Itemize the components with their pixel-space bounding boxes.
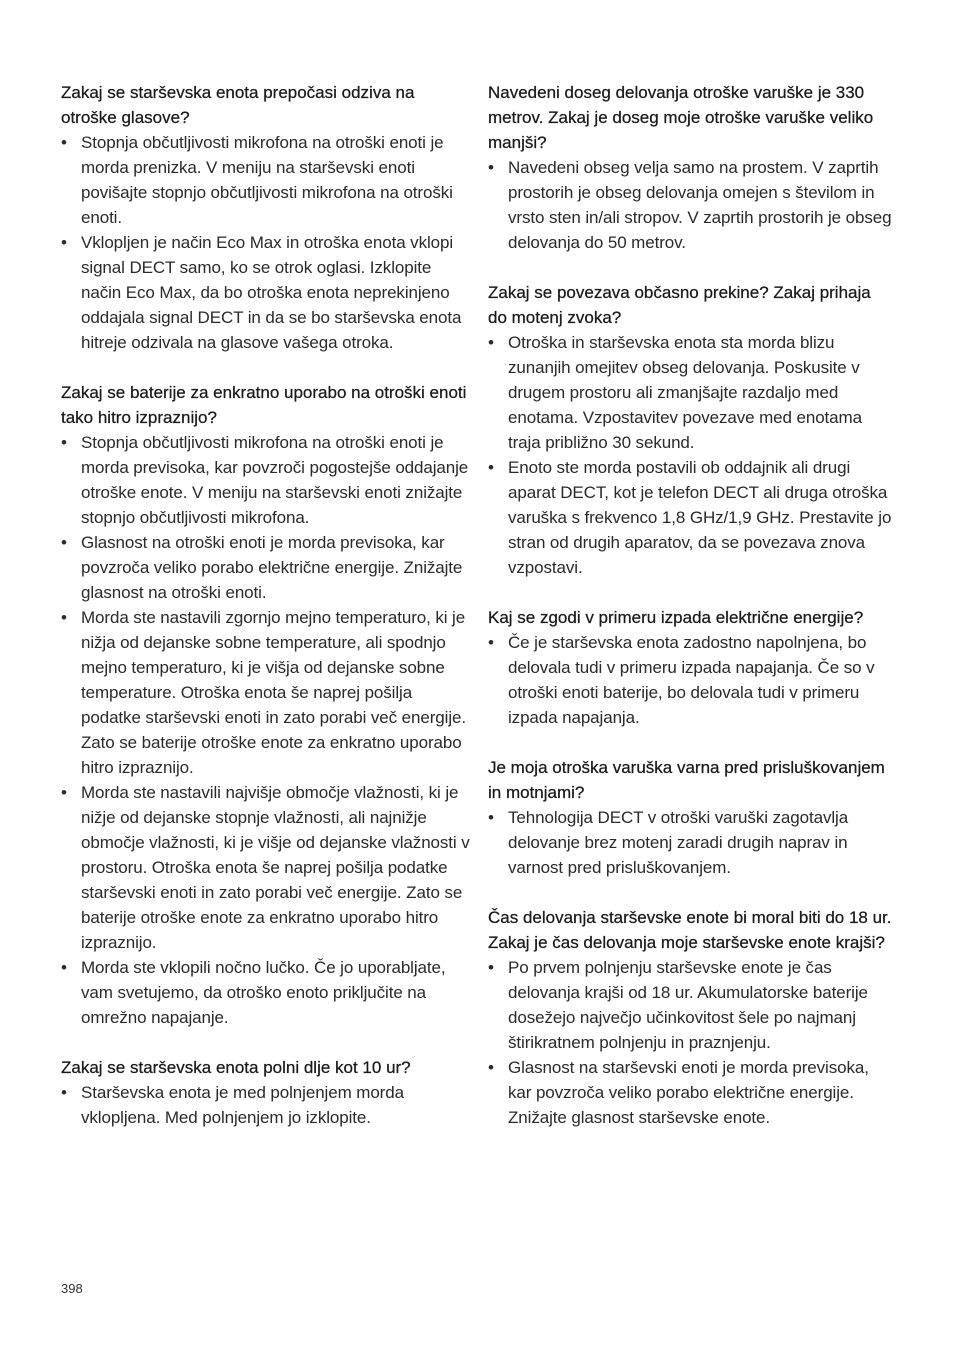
faq-answer-item (61, 530, 471, 605)
faq-answer-text: Otroška in starševska enota sta morda blizu zunanjih omejitev obseg delovanja. Poskusite v drugem prostoru ali zmanjšajte razdaljo med enotama. Vzpostavitev povezave med enotama traja približno 30 sekund. (508, 333, 862, 452)
bullet-icon: • (61, 1083, 67, 1102)
faq-answer-text: Morda ste vklopili nočno lučko. Če jo uporabljate, vam svetujemo, da otroško enoto priključite na omrežno napajanje. (81, 958, 446, 1027)
faq-section (488, 605, 894, 730)
faq-answer-item (488, 955, 894, 1055)
bullet-icon: • (61, 433, 67, 452)
faq-answer-item (61, 430, 471, 530)
bullet-icon: • (61, 608, 67, 627)
faq-answer-text: Starševska enota je med polnjenjem morda vklopljena. Med polnjenjem jo izklopite. (81, 1083, 404, 1127)
faq-answer-text: Morda ste nastavili najvišje območje vlažnosti, ki je nižje od dejanske stopnje vlažnosti, ali najnižje območje vlažnosti, ki je višje od dejanske vlažnosti v prostoru. Otroška enota še naprej pošilja podatke starševski enoti in zato porabi več energije. Zato se baterije otroške enote za enkratno uporabo hitro izpraznijo. (81, 783, 470, 952)
faq-question: Je moja otroška varuška varna pred prisluškovanjem in motnjami? (488, 758, 885, 802)
faq-answer-text: Vklopljen je način Eco Max in otroška enota vklopi signal DECT samo, ko se otrok oglasi. Izklopite način Eco Max, da bo otroška enota neprekinjeno oddajala signal DECT in da se bo starševska enota hitreje odzivala na glasove vašega otroka. (81, 233, 462, 352)
faq-answer-text: Enoto ste morda postavili ob oddajnik ali drugi aparat DECT, kot je telefon DECT ali druga otroška varuška s frekvenco 1,8 GHz/1,9 GHz. Prestavite jo stran od drugih aparatov, da se povezava znova vzpostavi. (508, 458, 892, 577)
faq-answer-item (488, 630, 894, 730)
bullet-icon: • (61, 783, 67, 802)
faq-answer-item (61, 955, 471, 1030)
faq-answer-text: Po prvem polnjenju starševske enote je čas delovanja krajši od 18 ur. Akumulatorske baterije dosežejo največjo učinkovitost šele po najmanj štirikratnem polnjenju in praznjenju. (508, 958, 868, 1052)
faq-question: Zakaj se starševska enota polni dlje kot 10 ur? (61, 1058, 411, 1077)
faq-answer-item (61, 1080, 471, 1130)
faq-section (488, 280, 894, 580)
faq-answer-list (488, 155, 894, 255)
faq-answer-list (61, 130, 471, 355)
faq-answer-text: Tehnologija DECT v otroški varuški zagotavlja delovanje brez motenj zaradi drugih naprav in varnost pred prisluškovanjem. (508, 808, 849, 877)
faq-question: Navedeni doseg delovanja otroške varuške je 330 metrov. Zakaj je doseg moje otroške varuške veliko manjši? (488, 83, 874, 152)
faq-answer-item (488, 330, 894, 455)
faq-answer-text: Morda ste nastavili zgornjo mejno temperaturo, ki je nižja od dejanske sobne temperature, ali spodnjo mejno temperaturo, ki je višja od dejanske sobne temperature. Otroška enota še naprej pošilja podatke starševski enoti in zato porabi več energije. Zato se baterije otroške enote za enkratno uporabo hitro izpraznijo. (81, 608, 466, 777)
faq-section (488, 905, 894, 1130)
faq-answer-item (488, 455, 894, 580)
bullet-icon: • (488, 958, 494, 977)
left-column (61, 80, 471, 1155)
right-column (488, 80, 894, 1155)
bullet-icon: • (61, 233, 67, 252)
faq-answer-text: Glasnost na otroški enoti je morda previsoka, kar povzroča veliko porabo električne energije. Znižajte glasnost na otroški enoti. (81, 533, 463, 602)
faq-section (488, 755, 894, 880)
bullet-icon: • (488, 333, 494, 352)
faq-answer-text: Stopnja občutljivosti mikrofona na otroški enoti je morda prenizka. V meniju na starševski enoti povišajte stopnjo občutljivosti mikrofona na otroški enoti. (81, 133, 453, 227)
faq-question: Zakaj se povezava občasno prekine? Zakaj prihaja do motenj zvoka? (488, 283, 871, 327)
bullet-icon: • (488, 633, 494, 652)
faq-question: Zakaj se starševska enota prepočasi odziva na otroške glasove? (61, 83, 415, 127)
faq-question: Kaj se zgodi v primeru izpada električne energije? (488, 608, 864, 627)
faq-answer-list (488, 955, 894, 1130)
faq-answer-list (61, 1080, 471, 1130)
bullet-icon: • (61, 133, 67, 152)
faq-answer-text: Navedeni obseg velja samo na prostem. V zaprtih prostorih je obseg delovanja omejen s številom in vrsto sten in/ali stropov. V zaprtih prostorih je obseg delovanja do 50 metrov. (508, 158, 892, 252)
faq-answer-item (61, 130, 471, 230)
faq-answer-text: Če je starševska enota zadostno napolnjena, bo delovala tudi v primeru izpada napajanja. Če so v otroški enoti baterije, bo delovala tudi v primeru izpada napajanja. (508, 633, 875, 727)
faq-section (61, 380, 471, 1030)
faq-answer-list (488, 630, 894, 730)
faq-answer-item (61, 605, 471, 780)
bullet-icon: • (61, 533, 67, 552)
faq-answer-item (488, 155, 894, 255)
bullet-icon: • (488, 1058, 494, 1077)
bullet-icon: • (488, 808, 494, 827)
faq-answer-item (61, 230, 471, 355)
bullet-icon: • (488, 458, 494, 477)
faq-answer-text: Glasnost na starševski enoti je morda previsoka, kar povzroča veliko porabo električne energije. Znižajte glasnost starševske enote. (508, 1058, 869, 1127)
faq-answer-item (488, 805, 894, 880)
faq-section (61, 1055, 471, 1130)
faq-question: Čas delovanja starševske enote bi moral biti do 18 ur. Zakaj je čas delovanja moje starševske enote krajši? (488, 908, 892, 952)
faq-answer-list (488, 330, 894, 580)
faq-answer-item (488, 1055, 894, 1130)
faq-answer-list (61, 430, 471, 1030)
bullet-icon: • (61, 958, 67, 977)
faq-question: Zakaj se baterije za enkratno uporabo na otroški enoti tako hitro izpraznijo? (61, 383, 467, 427)
faq-answer-item (61, 780, 471, 955)
faq-section (61, 80, 471, 355)
faq-answer-text: Stopnja občutljivosti mikrofona na otroški enoti je morda previsoka, kar povzroči pogostejše oddajanje otroške enote. V meniju na starševski enoti znižajte stopnjo občutljivosti mikrofona. (81, 433, 469, 527)
faq-section (488, 80, 894, 255)
page-number: 398 (61, 1281, 83, 1296)
bullet-icon: • (488, 158, 494, 177)
faq-answer-list (488, 805, 894, 880)
